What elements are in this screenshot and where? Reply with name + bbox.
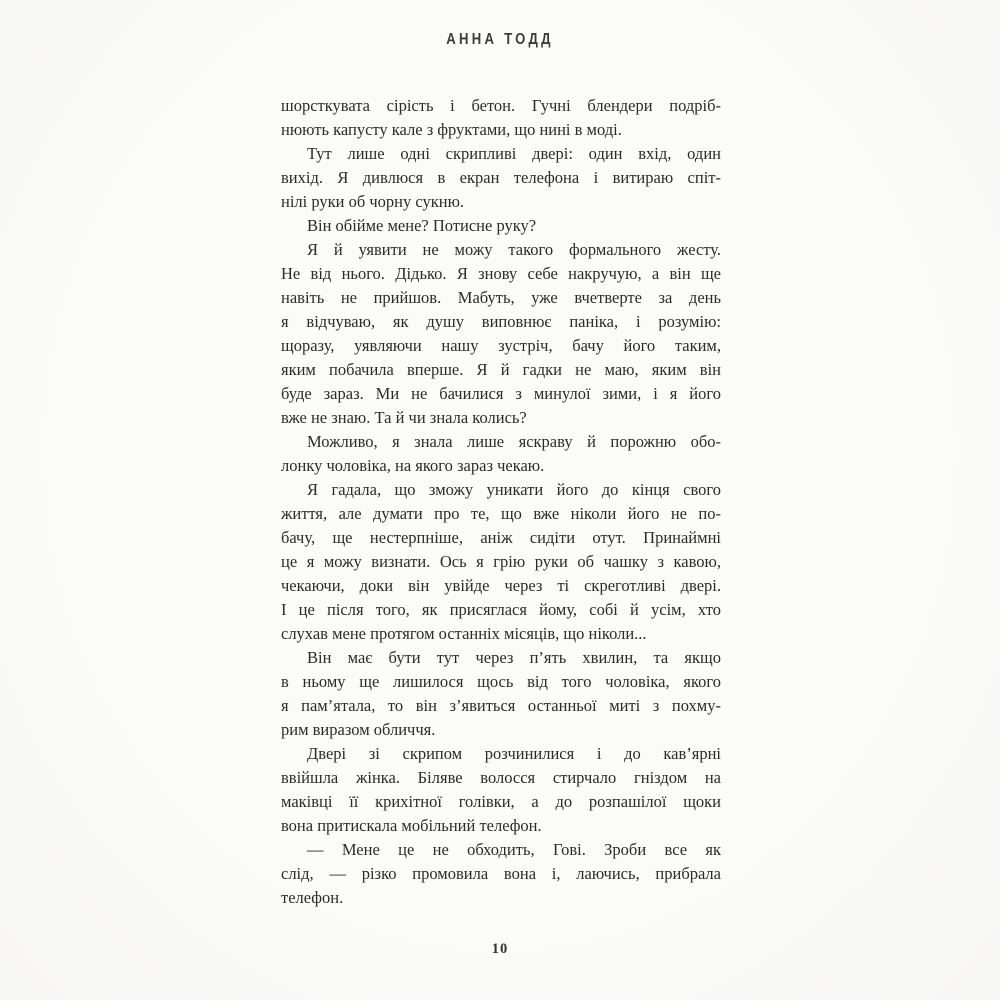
text-line: маківці її крихітної голівки, а до розпашілої щоки (281, 792, 721, 811)
text-line: я відчуваю, як душу виповнює паніка, і розумію: (281, 312, 721, 331)
text-line: ввійшла жінка. Біляве волосся стирчало гніздом на (281, 768, 721, 787)
page-number: 10 (491, 941, 509, 957)
text-line: чекаючи, доки він увійде через ті скреготливі двері. (281, 576, 721, 595)
text-line: — Мене це не обходить, Гові. Зроби все як (307, 840, 721, 859)
text-line: Я гадала, що зможу уникати його до кінця свого (307, 480, 721, 499)
text-line: телефон. (281, 888, 344, 907)
text-line: вихід. Я дивлюся в екран телефона і витираю спіт- (281, 168, 721, 187)
text-line: слід, — різко промовила вона і, лаючись, прибрала (281, 864, 721, 883)
text-line: життя, але думати про те, що вже ніколи його не по- (281, 504, 721, 523)
running-header: АННА ТОДД (446, 31, 554, 48)
text-line: Можливо, я знала лише яскраву й порожню обо- (307, 432, 721, 451)
text-line: шорсткувата сірість і бетон. Гучні блендери подріб- (281, 96, 721, 115)
text-line: я пам’ятала, то він з’явиться останньої миті з похму- (281, 696, 721, 715)
text-line: навіть не прийшов. Мабуть, уже вчетверте за день (281, 288, 721, 307)
text-line: слухав мене протягом останніх місяців, що ніколи... (281, 624, 647, 643)
text-line: яким побачила вперше. Я й гадки не маю, яким він (281, 360, 721, 379)
text-line: рим виразом обличчя. (281, 720, 436, 739)
text-line: лонку чоловіка, на якого зараз чекаю. (281, 456, 545, 475)
text-line: Не від нього. Дідько. Я знову себе накручую, а він ще (281, 264, 721, 283)
text-line: Тут лише одні скрипливі двері: один вхід, один (307, 144, 721, 163)
text-line: Він обійме мене? Потисне руку? (307, 216, 537, 235)
text-line: вона притискала мобільний телефон. (281, 816, 542, 835)
text-line: бачу, ще нестерпніше, аніж сидіти отут. Принаймні (281, 528, 721, 547)
text-line: Він має бути тут через п’ять хвилин, та якщо (307, 648, 721, 667)
text-line: нілі руки об чорну сукню. (281, 192, 465, 211)
text-line: в ньому ще лишилося щось від того чоловіка, якого (281, 672, 721, 691)
text-line: Я й уявити не можу такого формального жесту. (307, 240, 721, 259)
text-line: щоразу, уявляючи нашу зустріч, бачу його таким, (281, 336, 721, 355)
text-line: І це після того, як присяглася йому, собі й усім, хто (281, 600, 721, 619)
text-line: буде зараз. Ми не бачилися з минулої зими, і я його (281, 384, 721, 403)
text-line: вже не знаю. Та й чи знала колись? (281, 408, 527, 427)
text-line: це я можу визнати. Ось я грію руки об чашку з кавою, (281, 552, 721, 571)
body-text (281, 94, 721, 910)
text-line: нюють капусту кале з фруктами, що нині в моді. (281, 120, 622, 139)
text-line: Двері зі скрипом розчинилися і до кав’ярні (307, 744, 721, 763)
